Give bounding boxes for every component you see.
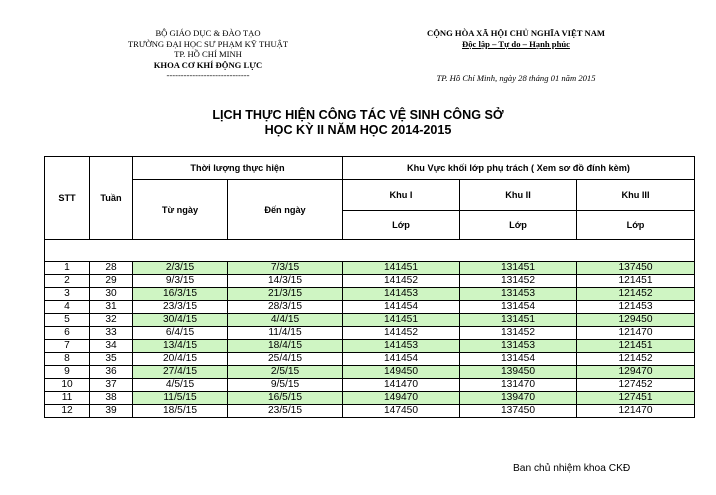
cell-to-date: 21/3/15 <box>228 288 343 301</box>
schedule-table <box>44 156 695 418</box>
cell-stt: 10 <box>45 379 90 392</box>
cell-zone-3-class: 129450 <box>577 314 695 327</box>
cell-to-date: 2/5/15 <box>228 366 343 379</box>
cell-zone-3-class: 137450 <box>577 262 695 275</box>
cell-week: 29 <box>90 275 133 288</box>
cell-from-date: 18/5/15 <box>133 405 228 418</box>
header-class-2: Lớp <box>460 211 577 240</box>
cell-zone-1-class: 141453 <box>343 288 460 301</box>
cell-stt: 1 <box>45 262 90 275</box>
cell-week: 28 <box>90 262 133 275</box>
header-left <box>95 28 321 81</box>
cell-zone-1-class: 141454 <box>343 353 460 366</box>
table-row <box>45 366 695 379</box>
cell-zone-3-class: 121453 <box>577 301 695 314</box>
cell-zone-1-class: 141453 <box>343 340 460 353</box>
header-class-3: Lớp <box>577 211 695 240</box>
table-row <box>45 327 695 340</box>
cell-stt: 9 <box>45 366 90 379</box>
cell-zone-3-class: 121451 <box>577 340 695 353</box>
table-row <box>45 379 695 392</box>
table-row <box>45 301 695 314</box>
title-line-2: HỌC KỲ II NĂM HỌC 2014-2015 <box>264 122 452 137</box>
cell-to-date: 14/3/15 <box>228 275 343 288</box>
cell-zone-2-class: 139450 <box>460 366 577 379</box>
city-name: TP. HỒ CHÍ MINH <box>174 49 242 60</box>
cell-stt: 8 <box>45 353 90 366</box>
spacer-row <box>45 240 695 262</box>
cell-zone-3-class: 127452 <box>577 379 695 392</box>
schedule-body <box>45 262 695 418</box>
dateline: TP. Hồ Chí Minh, ngày 28 tháng 01 năm 2015 <box>436 73 596 83</box>
cell-zone-2-class: 131452 <box>460 275 577 288</box>
signature-line: Ban chủ nhiệm khoa CKĐ <box>513 463 631 474</box>
cell-zone-1-class: 141470 <box>343 379 460 392</box>
header-zone-3: Khu III <box>577 180 695 211</box>
header-divider: ----------------------------- <box>166 70 250 81</box>
cell-from-date: 27/4/15 <box>133 366 228 379</box>
table-row <box>45 392 695 405</box>
header-zone-2: Khu II <box>460 180 577 211</box>
cell-week: 35 <box>90 353 133 366</box>
national-motto: Độc lập – Tự do – Hạnh phúc <box>462 39 570 49</box>
cell-from-date: 23/3/15 <box>133 301 228 314</box>
cell-zone-2-class: 131452 <box>460 327 577 340</box>
cell-from-date: 20/4/15 <box>133 353 228 366</box>
cell-to-date: 28/3/15 <box>228 301 343 314</box>
cell-stt: 6 <box>45 327 90 340</box>
table-row <box>45 314 695 327</box>
cell-zone-2-class: 131451 <box>460 262 577 275</box>
cell-week: 31 <box>90 301 133 314</box>
cell-to-date: 25/4/15 <box>228 353 343 366</box>
cell-week: 32 <box>90 314 133 327</box>
cell-stt: 2 <box>45 275 90 288</box>
cell-zone-3-class: 127451 <box>577 392 695 405</box>
cell-zone-3-class: 121451 <box>577 275 695 288</box>
cell-zone-3-class: 121452 <box>577 288 695 301</box>
header-from-date: Từ ngày <box>133 180 228 240</box>
table-row <box>45 340 695 353</box>
table-row <box>45 353 695 366</box>
cell-zone-2-class: 131454 <box>460 353 577 366</box>
page-title <box>0 108 716 137</box>
cell-zone-1-class: 147450 <box>343 405 460 418</box>
cell-from-date: 9/3/15 <box>133 275 228 288</box>
cell-stt: 3 <box>45 288 90 301</box>
cell-zone-1-class: 141451 <box>343 262 460 275</box>
cell-zone-1-class: 141452 <box>343 275 460 288</box>
cell-week: 36 <box>90 366 133 379</box>
cell-week: 38 <box>90 392 133 405</box>
cell-week: 39 <box>90 405 133 418</box>
cell-zone-1-class: 149450 <box>343 366 460 379</box>
cell-zone-1-class: 141454 <box>343 301 460 314</box>
cell-zone-1-class: 141451 <box>343 314 460 327</box>
header-right <box>400 28 632 50</box>
header-zone-1: Khu I <box>343 180 460 211</box>
cell-zone-3-class: 129470 <box>577 366 695 379</box>
cell-from-date: 2/3/15 <box>133 262 228 275</box>
cell-zone-1-class: 141452 <box>343 327 460 340</box>
cell-zone-2-class: 139470 <box>460 392 577 405</box>
cell-to-date: 9/5/15 <box>228 379 343 392</box>
cell-zone-1-class: 149470 <box>343 392 460 405</box>
header-duration-group: Thời lượng thực hiện <box>133 157 343 180</box>
cell-zone-3-class: 121452 <box>577 353 695 366</box>
cell-week: 33 <box>90 327 133 340</box>
cell-week: 30 <box>90 288 133 301</box>
cell-to-date: 11/4/15 <box>228 327 343 340</box>
header-week: Tuần <box>90 157 133 240</box>
cell-to-date: 16/5/15 <box>228 392 343 405</box>
cell-stt: 5 <box>45 314 90 327</box>
cell-zone-2-class: 131451 <box>460 314 577 327</box>
cell-stt: 4 <box>45 301 90 314</box>
cell-to-date: 18/4/15 <box>228 340 343 353</box>
title-line-1: LỊCH THỰC HIỆN CÔNG TÁC VỆ SINH CÔNG SỞ <box>212 108 504 122</box>
cell-week: 34 <box>90 340 133 353</box>
cell-from-date: 30/4/15 <box>133 314 228 327</box>
cell-from-date: 4/5/15 <box>133 379 228 392</box>
cell-from-date: 11/5/15 <box>133 392 228 405</box>
header-class-1: Lớp <box>343 211 460 240</box>
cell-to-date: 23/5/15 <box>228 405 343 418</box>
cell-week: 37 <box>90 379 133 392</box>
cell-zone-2-class: 131453 <box>460 288 577 301</box>
cell-stt: 12 <box>45 405 90 418</box>
cell-stt: 7 <box>45 340 90 353</box>
table-row <box>45 262 695 275</box>
ministry-name: BỘ GIÁO DỤC & ĐÀO TẠO <box>155 28 261 38</box>
cell-to-date: 4/4/15 <box>228 314 343 327</box>
cell-from-date: 16/3/15 <box>133 288 228 301</box>
university-name: TRƯỜNG ĐẠI HỌC SƯ PHẠM KỸ THUẬT <box>127 38 289 49</box>
cell-from-date: 13/4/15 <box>133 340 228 353</box>
cell-zone-2-class: 131454 <box>460 301 577 314</box>
table-row <box>45 288 695 301</box>
cell-zone-2-class: 131470 <box>460 379 577 392</box>
cell-zone-3-class: 121470 <box>577 327 695 340</box>
faculty-name: KHOA CƠ KHÍ ĐỘNG LỰC <box>153 59 263 70</box>
cell-stt: 11 <box>45 392 90 405</box>
header-stt: STT <box>45 157 90 240</box>
header-area-group: Khu Vực khối lớp phụ trách ( Xem sơ đồ đính kèm) <box>343 157 695 180</box>
cell-zone-2-class: 131453 <box>460 340 577 353</box>
cell-zone-2-class: 137450 <box>460 405 577 418</box>
table-row <box>45 275 695 288</box>
republic-name: CỘNG HÒA XÃ HỘI CHỦ NGHĨA VIỆT NAM <box>426 28 606 38</box>
cell-to-date: 7/3/15 <box>228 262 343 275</box>
cell-zone-3-class: 121470 <box>577 405 695 418</box>
header-to-date: Đến ngày <box>228 180 343 240</box>
cell-from-date: 6/4/15 <box>133 327 228 340</box>
table-row <box>45 405 695 418</box>
